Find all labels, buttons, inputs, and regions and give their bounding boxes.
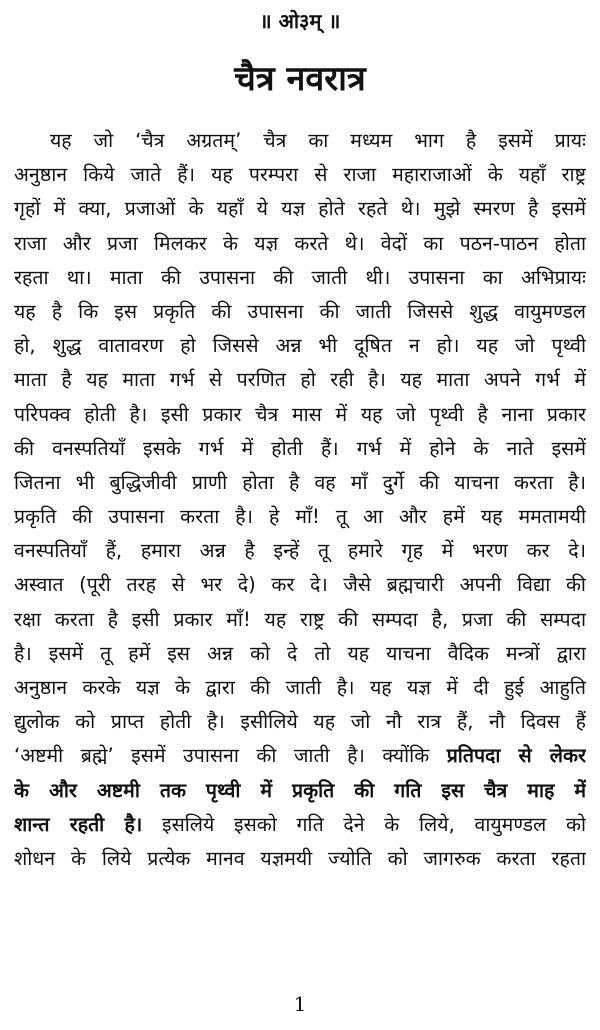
text-line-mixed bbox=[14, 739, 586, 773]
text-segment: ‘अष्टमी ब्रह्मे’ इसमें उपासना की जाती है। क्योंकि bbox=[14, 744, 447, 768]
text-line: शोधन के लिये प्रत्येक मानव यज्ञमयी ज्योति को जागरुक करता रहता bbox=[14, 846, 586, 870]
text-line: वनस्पतियाँ हैं, हमारा अन्न है इन्हें तू हमारे गृह में भरण कर दे। bbox=[14, 539, 586, 563]
text-line: राजा और प्रजा मिलकर के यज्ञ करते थे। वेदों का पठन-पाठन होता bbox=[14, 231, 586, 255]
text-line: यह है कि इस प्रकृति की उपासना की जाती जिससे शुद्ध वायुमण्डल bbox=[14, 299, 586, 323]
text-line: द्युलोक को प्राप्त होती है। इसीलिये यह जो नौ रात्र हैं, नौ दिवस हैं bbox=[14, 710, 586, 734]
page-title: चैत्र नवरात्र bbox=[234, 59, 366, 99]
text-line: है। इसमें तू हमें इस अन्न को दे तो यह याचना वैदिक मन्त्रों द्वारा bbox=[14, 641, 586, 665]
text-line: अस्वात (पूरी तरह से भर दे) कर दे। जैसे ब्रह्मचारी अपनी विद्या की bbox=[14, 573, 586, 597]
text-line: जितना भी बुद्धिजीवी प्राणी होता है वह माँ दुर्गे की याचना करता है। bbox=[14, 470, 586, 494]
bold-text-segment: प्रतिपदा से लेकर bbox=[446, 744, 586, 768]
om-header: ॥ ओ३म् ॥ bbox=[259, 9, 341, 33]
text-segment: इसलिये इसको गति देने के लिये, वायुमण्डल को bbox=[142, 812, 586, 836]
text-line: रक्षा करता है इसी प्रकार माँ! यह राष्ट्र की सम्पदा है, प्रजा की सम्पदा bbox=[14, 607, 586, 631]
bold-text-line: के और अष्टमी तक पृथ्वी में प्रकृति की गति इस चैत्र माह में bbox=[14, 778, 586, 802]
text-line: अनुष्ठान किये जाते हैं। यह परम्परा से राजा महाराजाओं के यहाँ राष्ट्र bbox=[14, 163, 586, 187]
text-line-mixed bbox=[14, 808, 586, 842]
text-line: की वनस्पतियाँ इसके गर्भ में होती हैं। गर्भ में होने के नाते इसमें bbox=[14, 436, 586, 460]
text-line: प्रकृति की उपासना करता है। हे माँ! तू आ और हमें यह ममतामयी bbox=[14, 505, 586, 529]
text-line: अनुष्ठान करके यज्ञ के द्वारा की जाती है। यह यज्ञ में दी हुई आहुति bbox=[14, 676, 586, 699]
text-line: माता है यह माता गर्भ से परणित हो रही है। यह माता अपने गर्भ में bbox=[14, 368, 586, 392]
text-line: यह जो ‘चैत्र अग्रतम्’ चैत्र का मध्यम भाग है इसमें प्रायः bbox=[50, 129, 586, 152]
bold-text-segment: शान्त रहती है। bbox=[14, 812, 143, 836]
body-paragraph bbox=[14, 124, 586, 876]
text-line: हो, शुद्ध वातावरण हो जिससे अन्न भी दूषित न हो। यह जो पृथ्वी bbox=[14, 334, 586, 358]
text-line: रहता था। माता की उपासना की जाती थी। उपासना का अभिप्रायः bbox=[14, 265, 586, 289]
text-line: गृहों में क्या, प्रजाओं के यहाँ ये यज्ञ होते रहते थे। मुझे स्मरण है इसमें bbox=[14, 197, 586, 221]
text-line: परिपक्व होती है। इसी प्रकार चैत्र मास में यह जो पृथ्वी है नाना प्रकार bbox=[14, 402, 586, 426]
page-number: 1 bbox=[293, 992, 307, 1016]
